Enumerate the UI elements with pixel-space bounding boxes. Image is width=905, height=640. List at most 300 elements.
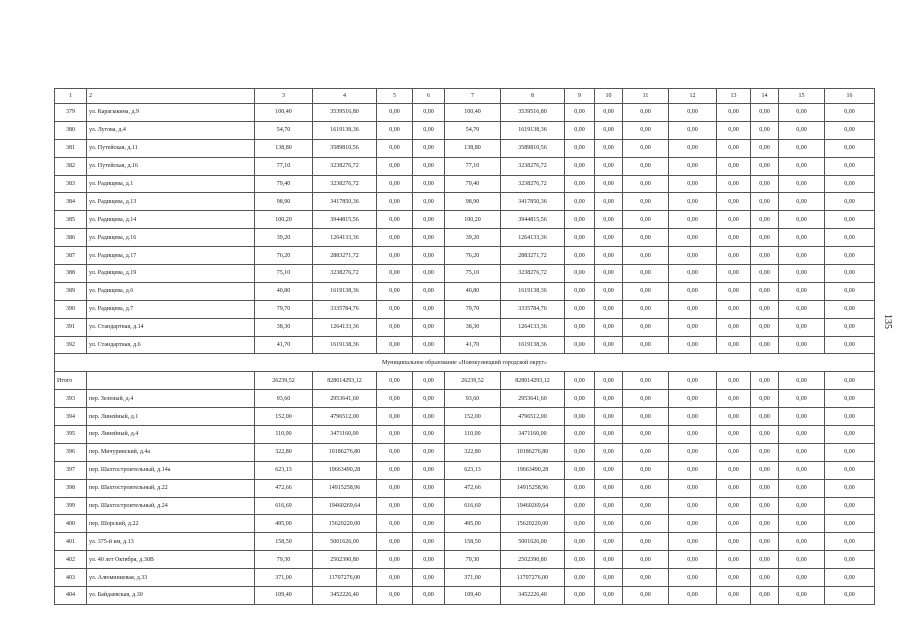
row-number-cell: 381: [55, 139, 87, 157]
value-cell: 158,50: [445, 533, 501, 551]
value-cell: 371,00: [445, 569, 501, 587]
value-cell: 1264133,36: [501, 229, 565, 247]
value-cell: 0,00: [717, 372, 751, 390]
value-cell: 0,00: [669, 336, 717, 354]
value-cell: 0,00: [413, 211, 445, 229]
table-row: [55, 408, 875, 426]
value-cell: 0,00: [751, 121, 779, 139]
value-cell: 0,00: [623, 533, 669, 551]
row-number-cell: 384: [55, 193, 87, 211]
value-cell: 0,00: [565, 408, 595, 426]
value-cell: 0,00: [717, 175, 751, 193]
value-cell: 0,00: [779, 139, 825, 157]
value-cell: 0,00: [413, 515, 445, 533]
value-cell: 15620220,00: [501, 515, 565, 533]
value-cell: 0,00: [595, 426, 623, 444]
value-cell: 0,00: [413, 104, 445, 122]
value-cell: 0,00: [565, 336, 595, 354]
value-cell: 0,00: [825, 121, 875, 139]
value-cell: 0,00: [565, 247, 595, 265]
value-cell: 0,00: [377, 479, 413, 497]
value-cell: 0,00: [623, 497, 669, 515]
value-cell: 0,00: [669, 139, 717, 157]
value-cell: 0,00: [779, 229, 825, 247]
value-cell: 0,00: [825, 211, 875, 229]
value-cell: 0,00: [751, 551, 779, 569]
value-cell: 3589810,56: [313, 139, 377, 157]
value-cell: 0,00: [595, 336, 623, 354]
value-cell: 0,00: [779, 372, 825, 390]
value-cell: 0,00: [779, 157, 825, 175]
value-cell: 0,00: [669, 372, 717, 390]
address-cell: ул. Радищева, д.17: [87, 247, 255, 265]
address-cell: пер. Шорский, д.22: [87, 515, 255, 533]
value-cell: 1619138,36: [501, 336, 565, 354]
value-cell: 0,00: [413, 121, 445, 139]
value-cell: 19663490,28: [501, 461, 565, 479]
value-cell: 4: [313, 89, 377, 104]
table-body: [55, 89, 875, 605]
value-cell: 0,00: [779, 426, 825, 444]
row-number-cell: 389: [55, 282, 87, 300]
value-cell: 19663490,28: [313, 461, 377, 479]
value-cell: 0,00: [377, 587, 413, 605]
value-cell: 0,00: [377, 247, 413, 265]
address-cell: ул. Радищева, д.6: [87, 282, 255, 300]
value-cell: 0,00: [751, 443, 779, 461]
row-number-cell: 392: [55, 336, 87, 354]
address-cell: ул. Радищева, д.7: [87, 300, 255, 318]
value-cell: 616,69: [255, 497, 313, 515]
value-cell: 26239,52: [445, 372, 501, 390]
value-cell: 0,00: [565, 175, 595, 193]
row-number-cell: 396: [55, 443, 87, 461]
value-cell: 79,40: [445, 175, 501, 193]
value-cell: 0,00: [825, 533, 875, 551]
value-cell: 0,00: [623, 390, 669, 408]
value-cell: 0,00: [717, 587, 751, 605]
value-cell: 1264133,36: [313, 229, 377, 247]
value-cell: 0,00: [377, 533, 413, 551]
value-cell: 0,00: [565, 587, 595, 605]
value-cell: 0,00: [623, 282, 669, 300]
address-cell: пер. Линейный, д.4: [87, 426, 255, 444]
header-row: [55, 89, 875, 104]
value-cell: 0,00: [565, 229, 595, 247]
value-cell: 5001626,00: [501, 533, 565, 551]
value-cell: 0,00: [413, 497, 445, 515]
table-row: [55, 104, 875, 122]
table-row: [55, 265, 875, 283]
value-cell: 0,00: [377, 139, 413, 157]
value-cell: 1264133,36: [501, 318, 565, 336]
value-cell: 322,80: [255, 443, 313, 461]
value-cell: 0,00: [377, 211, 413, 229]
value-cell: 0,00: [623, 139, 669, 157]
value-cell: 0,00: [669, 515, 717, 533]
row-number-cell: 1: [55, 89, 87, 104]
row-number-cell: 388: [55, 265, 87, 283]
value-cell: 472,66: [255, 479, 313, 497]
value-cell: 0,00: [825, 175, 875, 193]
value-cell: 0,00: [779, 121, 825, 139]
value-cell: 371,00: [255, 569, 313, 587]
value-cell: 0,00: [565, 282, 595, 300]
value-cell: 0,00: [717, 443, 751, 461]
address-cell: ул. Лугова, д.4: [87, 121, 255, 139]
value-cell: 0,00: [623, 515, 669, 533]
value-cell: 0,00: [717, 479, 751, 497]
value-cell: 3238276,72: [313, 175, 377, 193]
value-cell: 100,20: [445, 211, 501, 229]
value-cell: 0,00: [595, 497, 623, 515]
value-cell: 10186276,80: [501, 443, 565, 461]
value-cell: 3417850,36: [501, 193, 565, 211]
value-cell: 0,00: [825, 139, 875, 157]
address-cell: ул. Путейская, д.16: [87, 157, 255, 175]
address-cell: пер. Мичуринский, д.4а: [87, 443, 255, 461]
row-number-cell: 379: [55, 104, 87, 122]
value-cell: 0,00: [825, 372, 875, 390]
value-cell: 0,00: [717, 157, 751, 175]
value-cell: 0,00: [717, 265, 751, 283]
table-row: [55, 426, 875, 444]
value-cell: 0,00: [669, 408, 717, 426]
value-cell: 0,00: [717, 551, 751, 569]
value-cell: 0,00: [751, 104, 779, 122]
value-cell: 0,00: [595, 300, 623, 318]
value-cell: 2883271,72: [501, 247, 565, 265]
table-row: [55, 569, 875, 587]
value-cell: 15620220,00: [313, 515, 377, 533]
value-cell: 0,00: [623, 265, 669, 283]
value-cell: 0,00: [825, 265, 875, 283]
row-number-cell: 387: [55, 247, 87, 265]
section-title: Муниципальное образование «Новокузнецкий городской округ»: [55, 354, 875, 372]
value-cell: 0,00: [751, 247, 779, 265]
value-cell: 0,00: [825, 336, 875, 354]
value-cell: 0,00: [669, 461, 717, 479]
address-cell: 2: [87, 89, 255, 104]
value-cell: 0,00: [669, 479, 717, 497]
value-cell: 0,00: [595, 104, 623, 122]
value-cell: 0,00: [595, 587, 623, 605]
value-cell: 0,00: [377, 426, 413, 444]
value-cell: 0,00: [377, 336, 413, 354]
value-cell: 0,00: [595, 408, 623, 426]
value-cell: 0,00: [565, 139, 595, 157]
value-cell: 0,00: [751, 282, 779, 300]
value-cell: 0,00: [825, 229, 875, 247]
row-number-cell: 391: [55, 318, 87, 336]
value-cell: 3452226,40: [313, 587, 377, 605]
address-cell: пер. Шахтостроительный, д.24: [87, 497, 255, 515]
value-cell: 0,00: [825, 515, 875, 533]
value-cell: 0,00: [669, 265, 717, 283]
value-cell: 0,00: [779, 247, 825, 265]
value-cell: 0,00: [595, 282, 623, 300]
value-cell: 109,40: [445, 587, 501, 605]
value-cell: 3: [255, 89, 313, 104]
value-cell: 3539516,80: [501, 104, 565, 122]
value-cell: 75,10: [255, 265, 313, 283]
value-cell: 0,00: [623, 157, 669, 175]
value-cell: 0,00: [669, 426, 717, 444]
value-cell: 0,00: [377, 551, 413, 569]
value-cell: 0,00: [779, 318, 825, 336]
address-cell: ул. Стандартная, д.6: [87, 336, 255, 354]
value-cell: 0,00: [595, 372, 623, 390]
value-cell: 4796512,00: [313, 408, 377, 426]
value-cell: 0,00: [825, 569, 875, 587]
value-cell: 16: [825, 89, 875, 104]
value-cell: 12: [669, 89, 717, 104]
value-cell: 0,00: [717, 408, 751, 426]
value-cell: 0,00: [595, 318, 623, 336]
value-cell: 39,20: [445, 229, 501, 247]
value-cell: 0,00: [413, 336, 445, 354]
value-cell: 0,00: [779, 282, 825, 300]
address-cell: ул. 40 лет Октября, д.30В: [87, 551, 255, 569]
value-cell: 0,00: [717, 497, 751, 515]
value-cell: 0,00: [595, 443, 623, 461]
value-cell: 0,00: [717, 229, 751, 247]
value-cell: 19460269,64: [313, 497, 377, 515]
value-cell: 0,00: [623, 104, 669, 122]
value-cell: 623,13: [445, 461, 501, 479]
value-cell: 0,00: [717, 318, 751, 336]
value-cell: 0,00: [825, 282, 875, 300]
value-cell: 0,00: [779, 461, 825, 479]
value-cell: 3589810,56: [501, 139, 565, 157]
value-cell: 0,00: [751, 390, 779, 408]
value-cell: 0,00: [413, 282, 445, 300]
table-row: [55, 318, 875, 336]
value-cell: 0,00: [751, 211, 779, 229]
value-cell: 0,00: [623, 426, 669, 444]
value-cell: 0,00: [377, 282, 413, 300]
value-cell: 0,00: [825, 461, 875, 479]
value-cell: 0,00: [413, 533, 445, 551]
value-cell: 0,00: [595, 265, 623, 283]
table-row: [55, 121, 875, 139]
table-row: [55, 587, 875, 605]
row-number-cell: 400: [55, 515, 87, 533]
value-cell: 0,00: [825, 390, 875, 408]
value-cell: 100,40: [255, 104, 313, 122]
value-cell: 0,00: [565, 193, 595, 211]
value-cell: 41,70: [255, 336, 313, 354]
address-cell: ул. Радищева, д.19: [87, 265, 255, 283]
value-cell: 0,00: [751, 515, 779, 533]
value-cell: 3539516,80: [313, 104, 377, 122]
value-cell: 0,00: [717, 461, 751, 479]
row-number-cell: 399: [55, 497, 87, 515]
value-cell: 0,00: [623, 443, 669, 461]
value-cell: 828014293,12: [501, 372, 565, 390]
value-cell: 38,30: [255, 318, 313, 336]
value-cell: 19460269,64: [501, 497, 565, 515]
value-cell: 0,00: [751, 569, 779, 587]
value-cell: 0,00: [413, 408, 445, 426]
table-row: [55, 551, 875, 569]
value-cell: 0,00: [565, 390, 595, 408]
value-cell: 0,00: [825, 408, 875, 426]
value-cell: 0,00: [413, 175, 445, 193]
row-number-cell: 393: [55, 390, 87, 408]
table-row: [55, 211, 875, 229]
value-cell: 0,00: [779, 211, 825, 229]
value-cell: 0,00: [413, 443, 445, 461]
row-number-cell: 385: [55, 211, 87, 229]
value-cell: 0,00: [669, 300, 717, 318]
value-cell: 0,00: [717, 426, 751, 444]
value-cell: 0,00: [413, 139, 445, 157]
value-cell: 0,00: [779, 408, 825, 426]
value-cell: 0,00: [779, 265, 825, 283]
value-cell: 0,00: [565, 479, 595, 497]
value-cell: 0,00: [669, 318, 717, 336]
value-cell: 0,00: [565, 211, 595, 229]
value-cell: 100,20: [255, 211, 313, 229]
value-cell: 0,00: [565, 300, 595, 318]
value-cell: 0,00: [717, 211, 751, 229]
value-cell: 0,00: [623, 121, 669, 139]
value-cell: 0,00: [377, 318, 413, 336]
value-cell: 0,00: [779, 193, 825, 211]
row-number-cell: 382: [55, 157, 87, 175]
value-cell: 0,00: [825, 497, 875, 515]
value-cell: 0,00: [623, 551, 669, 569]
address-cell: ул. Путейская, д.11: [87, 139, 255, 157]
value-cell: 0,00: [595, 193, 623, 211]
value-cell: 2953641,60: [501, 390, 565, 408]
value-cell: 1619138,36: [313, 121, 377, 139]
row-number-cell: 380: [55, 121, 87, 139]
value-cell: 76,20: [445, 247, 501, 265]
value-cell: 98,90: [255, 193, 313, 211]
value-cell: 0,00: [779, 443, 825, 461]
value-cell: 0,00: [779, 569, 825, 587]
value-cell: 2883271,72: [313, 247, 377, 265]
value-cell: 0,00: [717, 390, 751, 408]
value-cell: 0,00: [717, 515, 751, 533]
value-cell: 0,00: [595, 479, 623, 497]
value-cell: 0,00: [751, 461, 779, 479]
value-cell: 322,80: [445, 443, 501, 461]
value-cell: 76,20: [255, 247, 313, 265]
value-cell: 41,70: [445, 336, 501, 354]
value-cell: 79,40: [255, 175, 313, 193]
value-cell: 0,00: [413, 426, 445, 444]
value-cell: 0,00: [825, 443, 875, 461]
value-cell: 0,00: [779, 497, 825, 515]
value-cell: 0,00: [377, 515, 413, 533]
value-cell: 0,00: [751, 533, 779, 551]
value-cell: 0,00: [377, 121, 413, 139]
value-cell: 0,00: [413, 551, 445, 569]
value-cell: 0,00: [377, 300, 413, 318]
value-cell: 3471160,00: [313, 426, 377, 444]
value-cell: 0,00: [623, 479, 669, 497]
value-cell: 3471160,00: [501, 426, 565, 444]
value-cell: 3238276,72: [501, 175, 565, 193]
value-cell: 0,00: [565, 569, 595, 587]
value-cell: 0,00: [751, 479, 779, 497]
value-cell: 0,00: [377, 569, 413, 587]
address-cell: ул. 375-й км, д.13: [87, 533, 255, 551]
value-cell: 0,00: [825, 426, 875, 444]
value-cell: 0,00: [669, 282, 717, 300]
value-cell: 0,00: [751, 193, 779, 211]
value-cell: 495,00: [445, 515, 501, 533]
value-cell: 40,80: [255, 282, 313, 300]
value-cell: 0,00: [669, 551, 717, 569]
table-row: [55, 300, 875, 318]
value-cell: 0,00: [669, 569, 717, 587]
table-row: [55, 139, 875, 157]
value-cell: 0,00: [717, 104, 751, 122]
value-cell: 0,00: [779, 300, 825, 318]
address-cell: ул. Радищева, д.13: [87, 193, 255, 211]
row-number-cell: Итого: [55, 372, 87, 390]
value-cell: 3944815,56: [501, 211, 565, 229]
value-cell: 0,00: [377, 229, 413, 247]
value-cell: 0,00: [751, 336, 779, 354]
address-cell: ул. Карагыкина, д.9: [87, 104, 255, 122]
value-cell: 9: [565, 89, 595, 104]
address-cell: ул. Радищева, д.14: [87, 211, 255, 229]
value-cell: 3335784,76: [501, 300, 565, 318]
value-cell: 0,00: [751, 426, 779, 444]
value-cell: 0,00: [623, 193, 669, 211]
value-cell: 110,00: [445, 426, 501, 444]
value-cell: 0,00: [669, 193, 717, 211]
row-number-cell: 390: [55, 300, 87, 318]
value-cell: 138,80: [445, 139, 501, 157]
value-cell: 93,60: [445, 390, 501, 408]
value-cell: 0,00: [377, 372, 413, 390]
value-cell: 1619138,36: [313, 282, 377, 300]
value-cell: 0,00: [751, 139, 779, 157]
value-cell: 0,00: [779, 515, 825, 533]
value-cell: 0,00: [669, 497, 717, 515]
value-cell: 0,00: [825, 157, 875, 175]
value-cell: 0,00: [623, 587, 669, 605]
value-cell: 0,00: [717, 193, 751, 211]
table-row: [55, 497, 875, 515]
value-cell: 0,00: [413, 479, 445, 497]
value-cell: 0,00: [595, 139, 623, 157]
table-row: [55, 175, 875, 193]
value-cell: 77,10: [445, 157, 501, 175]
value-cell: 0,00: [623, 336, 669, 354]
row-number-cell: 383: [55, 175, 87, 193]
value-cell: 0,00: [413, 461, 445, 479]
value-cell: 3417850,36: [313, 193, 377, 211]
value-cell: 11707276,00: [313, 569, 377, 587]
value-cell: 15: [779, 89, 825, 104]
address-cell: ул. Байдаевская, д.30: [87, 587, 255, 605]
table-row: [55, 193, 875, 211]
value-cell: 1619138,36: [501, 121, 565, 139]
value-cell: 0,00: [751, 408, 779, 426]
value-cell: 0,00: [595, 157, 623, 175]
value-cell: 0,00: [779, 390, 825, 408]
value-cell: 0,00: [623, 318, 669, 336]
row-number-cell: 398: [55, 479, 87, 497]
value-cell: 0,00: [717, 121, 751, 139]
